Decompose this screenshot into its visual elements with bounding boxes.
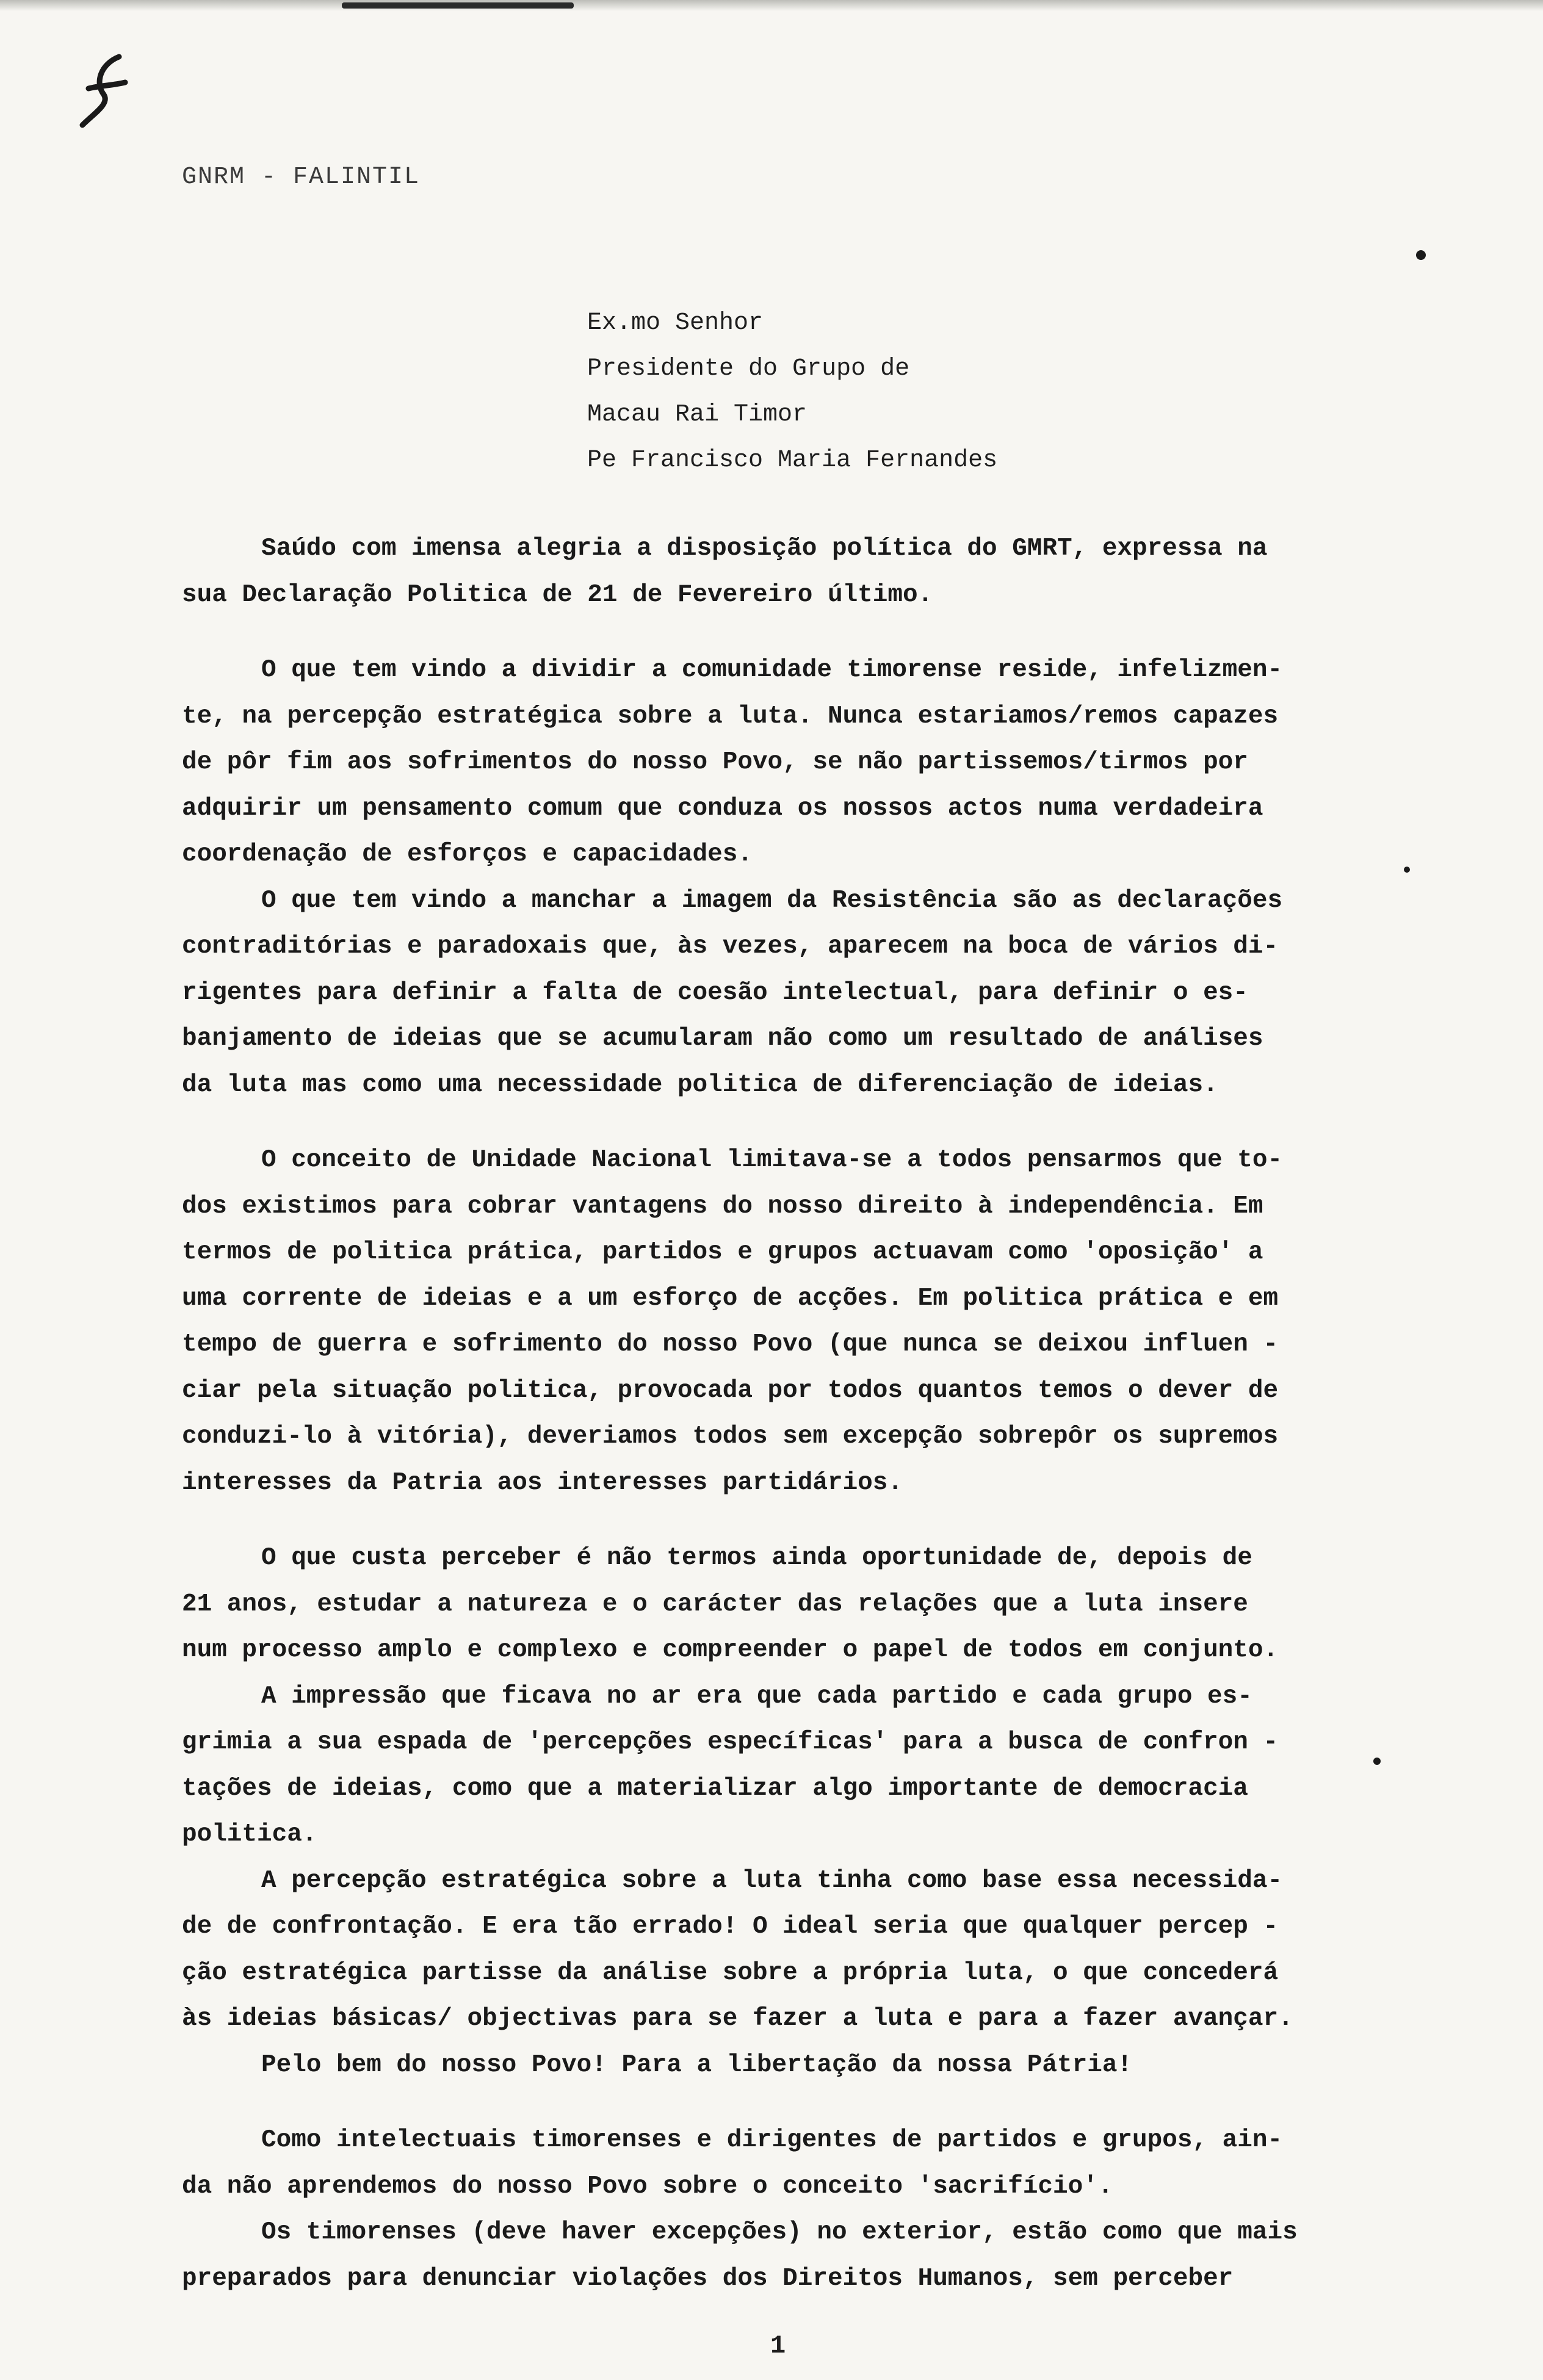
scan-speck [1373, 1758, 1381, 1765]
text-line: O que custa perceber é não termos ainda oportunidade de, depois de [261, 1544, 1252, 1572]
paragraph-gap [182, 1506, 1378, 1535]
paragraph [182, 647, 1378, 878]
document-header: GNRM - FALINTIL [182, 164, 421, 191]
text-line: de pôr fim aos sofrimentos do nosso Povo, se não partissemos/tirmos por [182, 748, 1248, 776]
addressee-line: Macau Rai Timor [587, 401, 808, 428]
text-line: ção estratégica partisse da análise sobre a própria luta, o que concederá [182, 1958, 1279, 1987]
text-line: A impressão que ficava no ar era que cada partido e cada grupo es- [261, 1682, 1252, 1711]
text-line: da luta mas como uma necessidade politica de diferenciação de ideias. [182, 1070, 1218, 1099]
paragraph [182, 1858, 1378, 2043]
text-line: às ideias básicas/ objectivas para se fazer a luta e para a fazer avançar. [182, 2005, 1293, 2033]
addressee-line: Ex.mo Senhor [587, 309, 764, 337]
addressee-block [587, 300, 997, 483]
page-number: 1 [770, 2331, 786, 2360]
scan-speck [1416, 250, 1426, 260]
text-line: te, na percepção estratégica sobre a luta. Nunca estariamos/remos capazes [182, 702, 1279, 730]
text-line: Saúdo com imensa alegria a disposição política do GMRT, expressa na [261, 535, 1268, 563]
paragraph-gap [182, 1108, 1378, 1138]
text-line: da não aprendemos do nosso Povo sobre o conceito 'sacrifício'. [182, 2172, 1113, 2201]
text-line: tempo de guerra e sofrimento do nosso Povo (que nunca se deixou influen - [182, 1330, 1279, 1358]
paragraph [182, 1138, 1378, 1506]
text-line: tações de ideias, como que a materializar algo importante de democracia [182, 1774, 1248, 1803]
scan-artifact [342, 2, 574, 9]
text-line: termos de politica prática, partidos e grupos actuavam como 'oposição' a [182, 1238, 1263, 1266]
paragraph [182, 2043, 1378, 2089]
paragraph [182, 526, 1378, 618]
letter-body [182, 526, 1378, 2302]
text-line: num processo amplo e complexo e compreender o papel de todos em conjunto. [182, 1636, 1279, 1664]
handwritten-mark [76, 52, 131, 131]
text-line: dos existimos para cobrar vantagens do nosso direito à independência. Em [182, 1192, 1263, 1221]
scan-edge [0, 0, 1543, 11]
paragraph-gap [182, 2088, 1378, 2118]
text-line: O conceito de Unidade Nacional limitava-se a todos pensarmos que to- [261, 1146, 1283, 1174]
text-line: preparados para denunciar violações dos Direitos Humanos, sem perceber [182, 2264, 1234, 2293]
paragraph-gap [182, 618, 1378, 647]
text-line: ciar pela situação politica, provocada por todos quantos temos o dever de [182, 1376, 1279, 1405]
paragraph [182, 1674, 1378, 1858]
text-line: Pelo bem do nosso Povo! Para a libertação da nossa Pátria! [261, 2050, 1133, 2079]
text-line: 21 anos, estudar a natureza e o carácter das relações que a luta insere [182, 1590, 1248, 1618]
paragraph [182, 2210, 1378, 2302]
text-line: contraditórias e paradoxais que, às vezes, aparecem na boca de vários di- [182, 932, 1279, 961]
scan-speck [1404, 867, 1410, 873]
text-line: interesses da Patria aos interesses partidários. [182, 1468, 903, 1497]
text-line: conduzi-lo à vitória), deveriamos todos sem excepção sobrepôr os supremos [182, 1423, 1279, 1451]
addressee-line: Presidente do Grupo de [587, 355, 910, 383]
text-line: uma corrente de ideias e a um esforço de acções. Em politica prática e em [182, 1284, 1279, 1313]
text-line: Como intelectuais timorenses e dirigentes de partidos e grupos, ain- [261, 2126, 1283, 2154]
text-line: rigentes para definir a falta de coesão intelectual, para definir o es- [182, 978, 1248, 1007]
text-line: O que tem vindo a manchar a imagem da Resistência são as declarações [261, 886, 1283, 915]
text-line: banjamento de ideias que se acumularam não como um resultado de análises [182, 1025, 1263, 1053]
text-line: O que tem vindo a dividir a comunidade timorense reside, infelizmen- [261, 656, 1283, 684]
text-line: sua Declaração Politica de 21 de Fevereiro último. [182, 580, 933, 609]
text-line: Os timorenses (deve haver excepções) no exterior, estão como que mais [261, 2218, 1298, 2246]
addressee-line: Pe Francisco Maria Fernandes [587, 447, 998, 474]
text-line: grimia a sua espada de 'percepções específicas' para a busca de confron - [182, 1728, 1279, 1756]
text-line: coordenação de esforços e capacidades. [182, 840, 753, 868]
text-line: politica. [182, 1820, 317, 1848]
paragraph [182, 2118, 1378, 2210]
text-line: A percepção estratégica sobre a luta tinha como base essa necessida- [261, 1866, 1283, 1895]
paragraph [182, 1535, 1378, 1674]
text-line: adquirir um pensamento comum que conduza os nossos actos numa verdadeira [182, 794, 1263, 823]
text-line: de de confrontação. E era tão errado! O ideal seria que qualquer percep - [182, 1913, 1279, 1941]
paragraph [182, 878, 1378, 1109]
